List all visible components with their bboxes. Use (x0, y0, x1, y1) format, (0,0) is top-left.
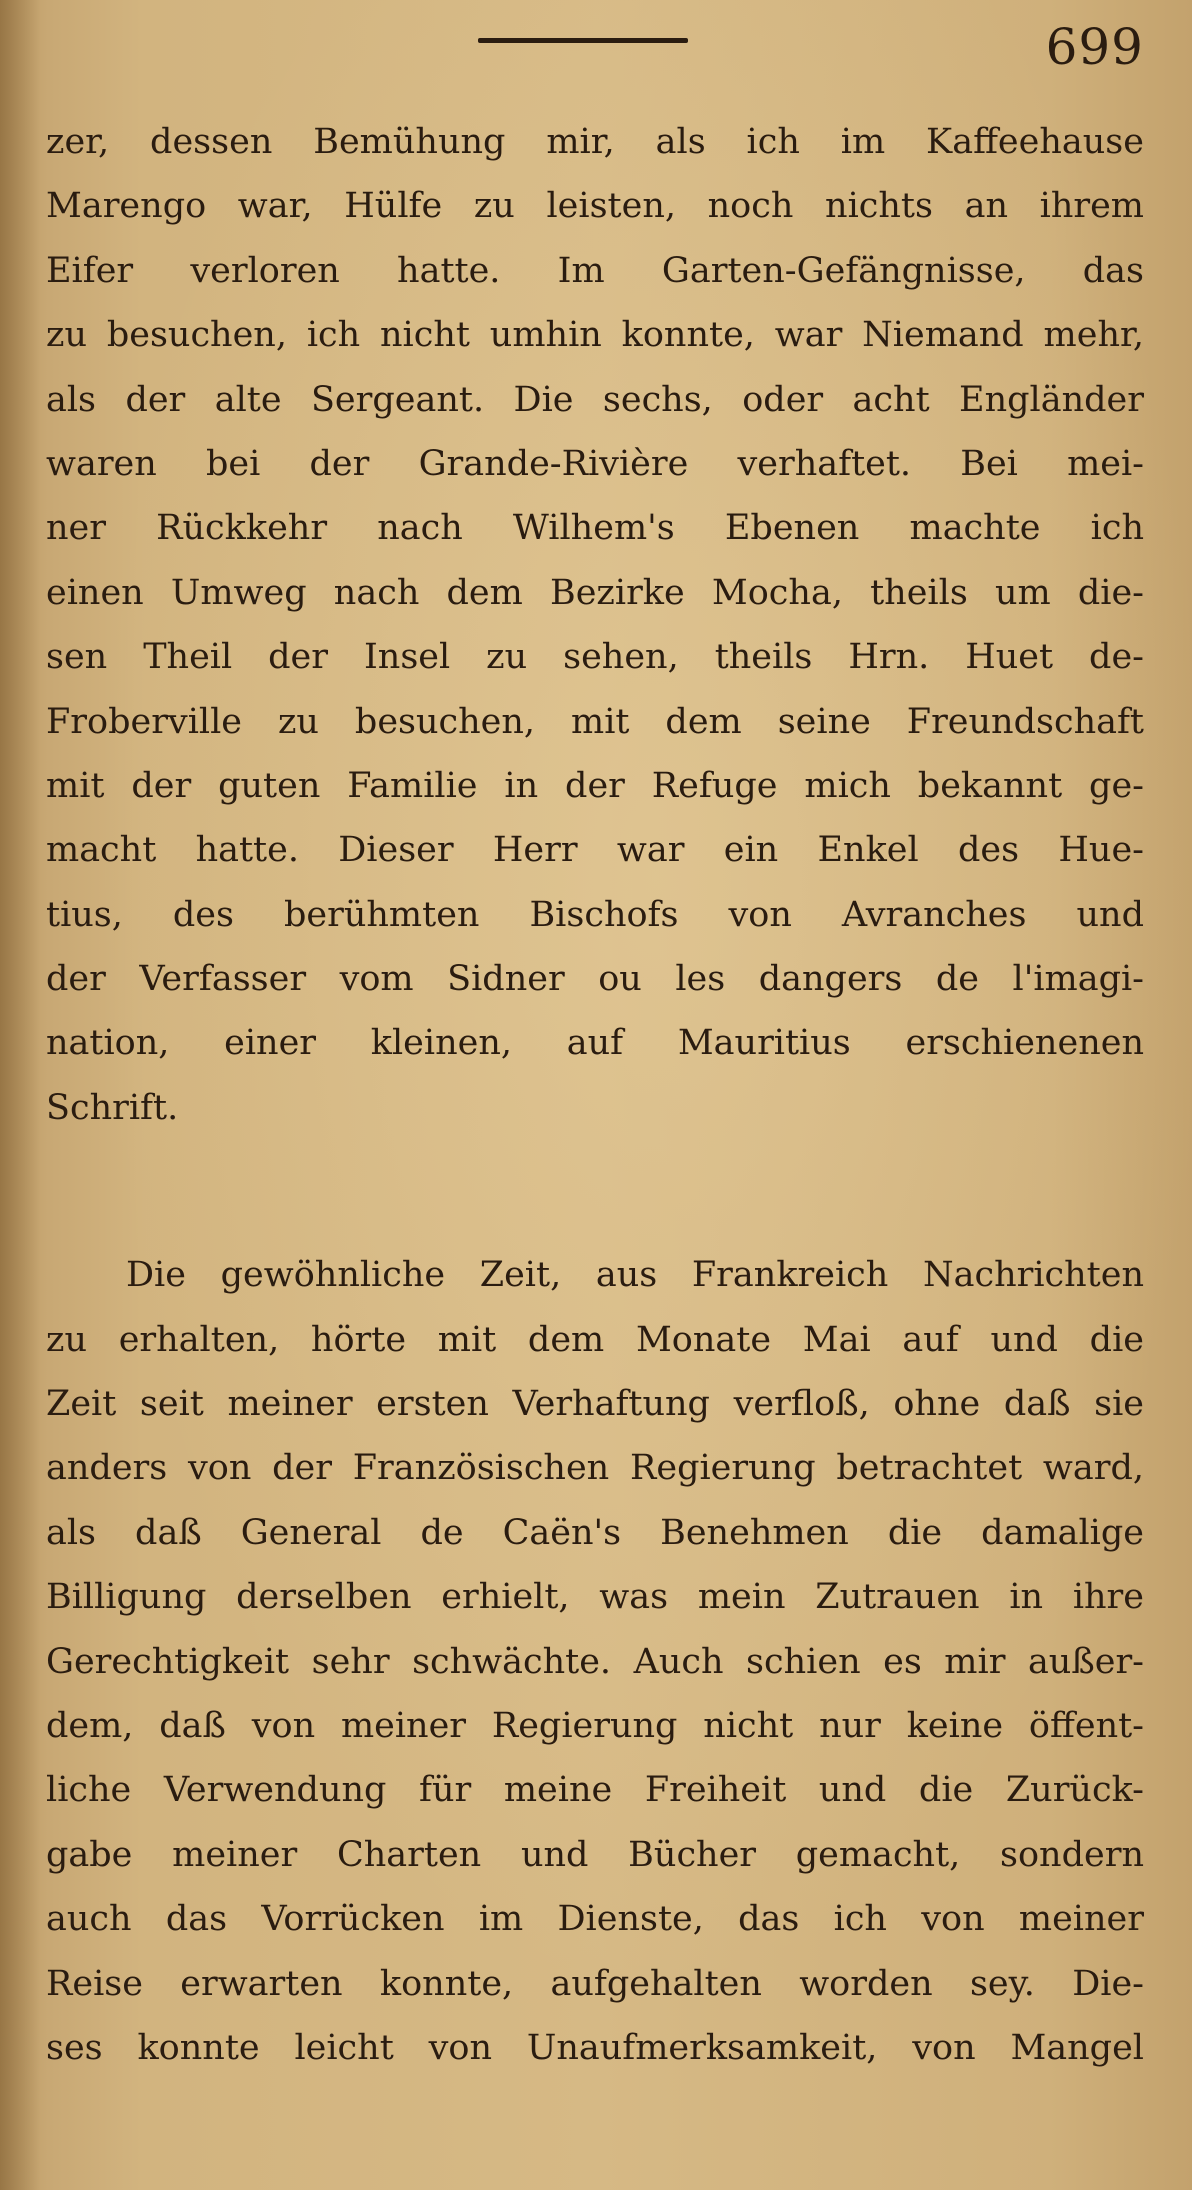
body-text (46, 110, 1144, 2080)
paragraph-gap (46, 1140, 1144, 1243)
paragraph-2 (46, 1243, 1144, 2080)
text-line: Billigung derselben erhielt, was mein Zutrauen in ihre (46, 1577, 1144, 1618)
header-rule (478, 38, 688, 43)
text-line: der Verfasser vom Sidner ou les dangers de l'imagi- (46, 959, 1144, 1000)
text-line: gabe meiner Charten und Bücher gemacht, sondern (46, 1834, 1144, 1875)
text-line: einen Umweg nach dem Bezirke Mocha, theils um die- (46, 572, 1144, 613)
page-number: 699 (1045, 18, 1144, 76)
text-line: liche Verwendung für meine Freiheit und die Zurück- (46, 1770, 1144, 1811)
text-line: zu erhalten, hörte mit dem Monate Mai auf und die (46, 1319, 1144, 1360)
text-line: als daß General de Caën's Benehmen die damalige (46, 1512, 1144, 1553)
text-line: waren bei der Grande-Rivière verhaftet. Bei mei- (46, 443, 1144, 484)
text-line: Schrift. (46, 1087, 179, 1128)
text-line: als der alte Sergeant. Die sechs, oder acht Engländer (46, 379, 1144, 420)
text-line: Marengo war, Hülfe zu leisten, noch nichts an ihrem (46, 186, 1144, 227)
paragraph-1 (46, 110, 1144, 1140)
text-line: Reise erwarten konnte, aufgehalten worden sey. Die- (46, 1963, 1144, 2004)
text-line: Eifer verloren hatte. Im Garten-Gefängnisse, das (46, 250, 1144, 291)
text-line: auch das Vorrücken im Dienste, das ich von meiner (46, 1899, 1144, 1940)
text-line: Gerechtigkeit sehr schwächte. Auch schien es mir außer- (46, 1641, 1144, 1682)
text-line: Die gewöhnliche Zeit, aus Frankreich Nachrichten (126, 1255, 1144, 1296)
text-line: Froberville zu besuchen, mit dem seine Freundschaft (46, 701, 1144, 742)
text-line: anders von der Französischen Regierung betrachtet ward, (46, 1448, 1144, 1489)
text-line: dem, daß von meiner Regierung nicht nur keine öffent- (46, 1705, 1144, 1746)
text-line: ner Rückkehr nach Wilhem's Ebenen machte ich (46, 508, 1144, 549)
text-line: Zeit seit meiner ersten Verhaftung verfloß, ohne daß sie (46, 1384, 1144, 1425)
text-line: sen Theil der Insel zu sehen, theils Hrn. Huet de- (46, 637, 1144, 678)
text-line: tius, des berühmten Bischofs von Avranches und (46, 894, 1144, 935)
text-line: mit der guten Familie in der Refuge mich bekannt ge- (46, 765, 1144, 806)
binding-shadow (0, 0, 40, 2190)
text-line: nation, einer kleinen, auf Mauritius erschienenen (46, 1023, 1144, 1064)
text-line: zer, dessen Bemühung mir, als ich im Kaffeehause (46, 122, 1144, 162)
text-line: ses konnte leicht von Unaufmerksamkeit, von Mangel (46, 2027, 1144, 2068)
text-line: zu besuchen, ich nicht umhin konnte, war Niemand mehr, (46, 315, 1144, 356)
text-line: macht hatte. Dieser Herr war ein Enkel des Hue- (46, 830, 1144, 871)
